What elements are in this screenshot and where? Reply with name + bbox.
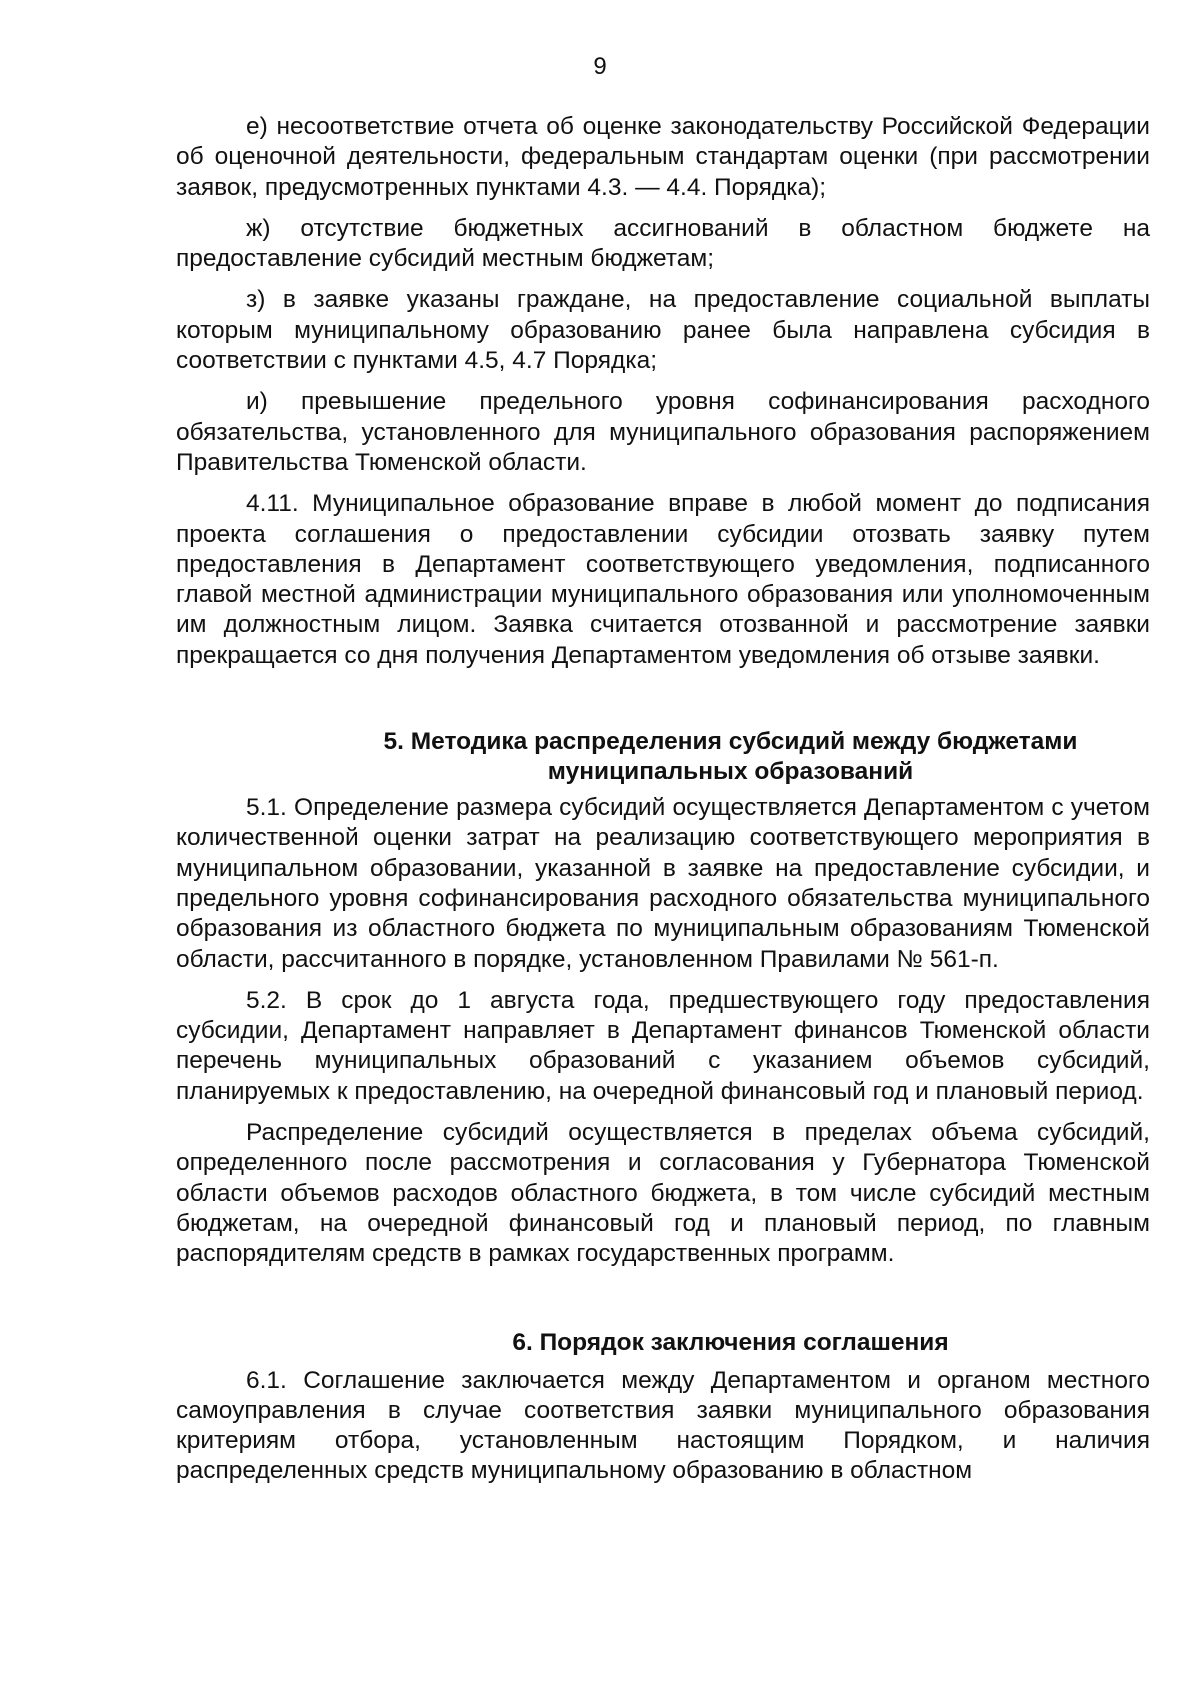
section-5-heading xyxy=(176,727,1150,787)
paragraph-5-1: 5.1. Определение размера субсидий осуществляется Департаментом с учетом количественной оценки затрат на реализацию соответствующего мероприятия в муниципальном образовании, указанной в заявке на предоставление субсидии, и предельного уровня софинансирования расходного обязательства муниципального образования из областного бюджета по муниципальным образованиям Тюменской области, рассчитанного в порядке, установленном Правилами № 561-п. xyxy=(176,794,1150,973)
paragraph-z: з) в заявке указаны граждане, на предоставление социальной выплаты которым муниципальному образованию ранее была направлена субсидия в соответствии с пунктами 4.5, 4.7 Порядка; xyxy=(176,286,1150,375)
section-5-heading-line-2: муниципальных образований xyxy=(547,758,914,786)
section-5-heading-line-1: 5. Методика распределения субсидий между бюджетами xyxy=(383,728,1078,756)
paragraph-e: е) несоответствие отчета об оценке законодательству Российской Федерации об оценочной деятельности, федеральным стандартам оценки (при рассмотрении заявок, предусмотренных пунктами 4.3. — 4.4. Порядка); xyxy=(176,113,1150,201)
paragraph-5-2: 5.2. В срок до 1 августа года, предшествующего году предоставления субсидии, Департамент направляет в Департамент финансов Тюменской области перечень муниципальных образований с указанием объемов субсидий, планируемых к предоставлению, на очередной финансовый год и плановый период. xyxy=(176,986,1150,1105)
paragraph-4-11: 4.11. Муниципальное образование вправе в любой момент до подписания проекта соглашения о предоставлении субсидии отозвать заявку путем предоставления в Департамент соответствующего уведомления, подписанного главой местной администрации муниципального образования или уполномоченным им должностным лицом. Заявка считается отозванной и рассмотрение заявки прекращается со дня получения Департаментом уведомления об отзыве заявки. xyxy=(176,490,1150,669)
page-number: 9 xyxy=(593,53,607,80)
document-body xyxy=(176,112,1150,1498)
section-6-heading: 6. Порядок заключения соглашения xyxy=(512,1328,949,1356)
paragraph-i: и) превышение предельного уровня софинансирования расходного обязательства, установленного для муниципального образования распоряжением Правительства Тюменской области. xyxy=(176,388,1150,476)
paragraph-zh: ж) отсутствие бюджетных ассигнований в областном бюджете на предоставление субсидий местным бюджетам; xyxy=(176,214,1150,273)
paragraph-6-1: 6.1. Соглашение заключается между Департаментом и органом местного самоуправления в случае соответствия заявки муниципального образования критериям отбора, установленным настоящим Порядком, и наличия распределенных средств муниципальному образованию в областном xyxy=(176,1366,1150,1485)
paragraph-5-distribution: Распределение субсидий осуществляется в пределах объема субсидий, определенного после рассмотрения и согласования у Губернатора Тюменской области объемов расходов областного бюджета, в том числе субсидий местным бюджетам, на очередной финансовый год и плановый период, по главным распорядителям средств в рамках государственных программ. xyxy=(176,1119,1150,1268)
